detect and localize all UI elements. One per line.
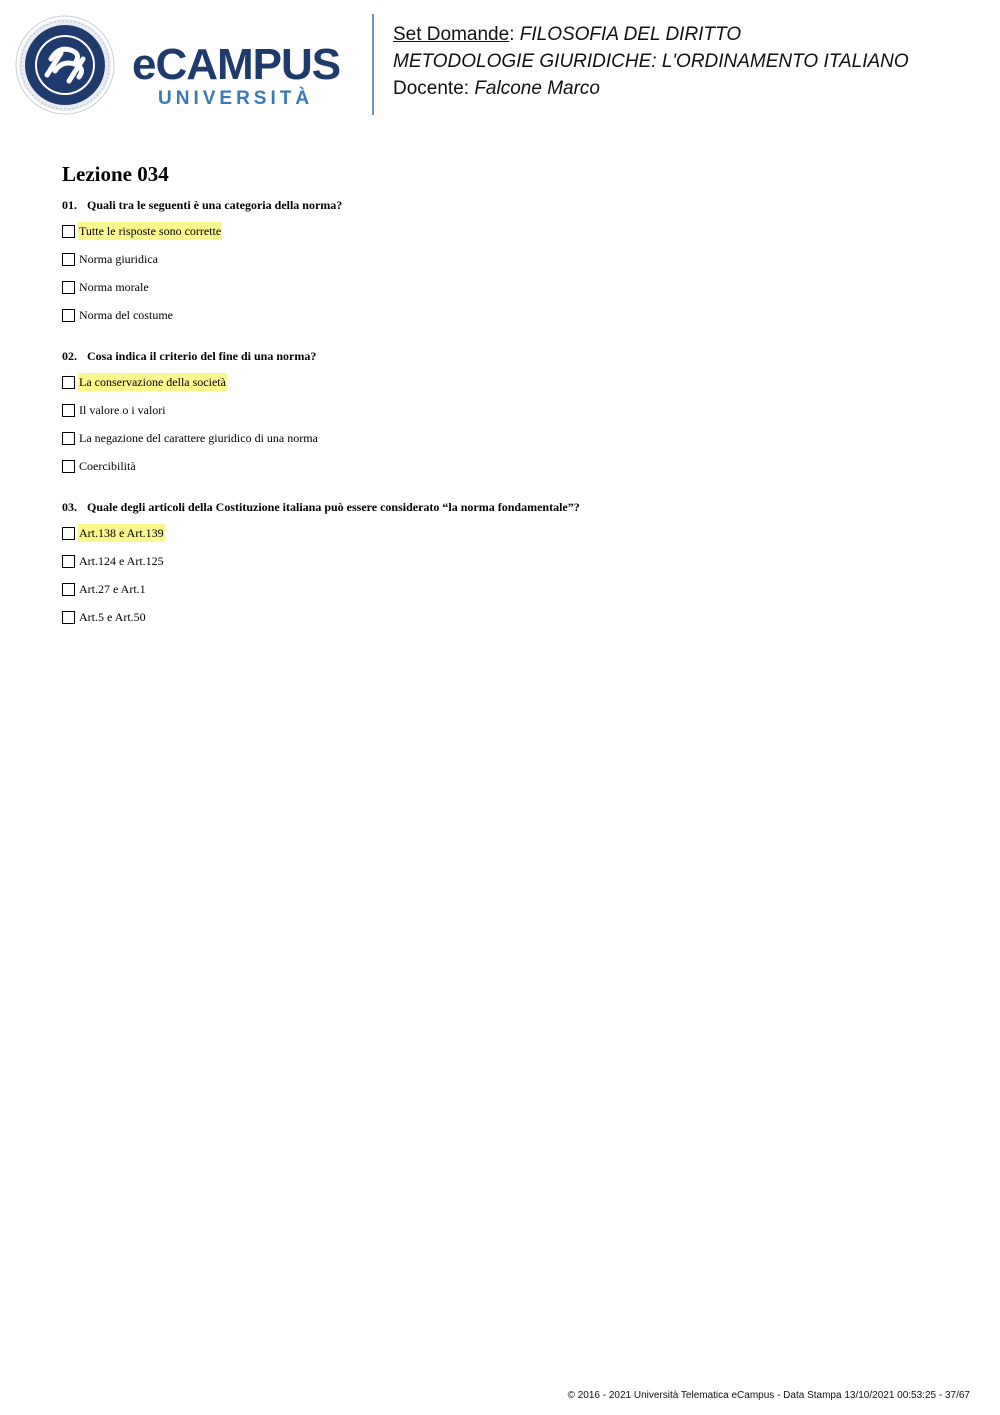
answer-checkbox[interactable] [62, 527, 75, 540]
question-number: 02. [62, 349, 77, 363]
question-prompt: Quale degli articoli della Costituzione italiana può essere considerato “la norma fondamentale”? [87, 500, 580, 514]
course-info [393, 21, 909, 102]
question-text [62, 499, 962, 515]
answer-label: La negazione del carattere giuridico di una norma [79, 431, 318, 445]
question-number: 03. [62, 500, 77, 514]
answer-label-correct: Tutte le risposte sono corrette [79, 224, 222, 238]
answer-label: Norma morale [79, 280, 149, 294]
answer-checkbox[interactable] [62, 460, 75, 473]
answer-checkbox[interactable] [62, 611, 75, 624]
answer-option[interactable] [62, 552, 165, 570]
course-title-line2: METODOLOGIE GIURIDICHE: L'ORDINAMENTO ITALIANO [393, 51, 909, 72]
answer-label: Art.124 e Art.125 [79, 554, 164, 568]
question-text [62, 348, 962, 364]
question-block [62, 499, 962, 624]
page-header [0, 0, 1000, 130]
answer-option[interactable] [62, 250, 159, 268]
set-line [393, 21, 909, 48]
answer-checkbox[interactable] [62, 555, 75, 568]
answer-label: Norma del costume [79, 308, 173, 322]
teacher-line [393, 75, 909, 102]
answer-checkbox[interactable] [62, 376, 75, 389]
page-footer: © 2016 - 2021 Università Telematica eCampus - Data Stampa 13/10/2021 00:53:25 - 37/67 [567, 1390, 970, 1401]
answer-label: Art.27 e Art.1 [79, 582, 146, 596]
answer-option[interactable] [62, 429, 319, 447]
answer-label-correct: Art.138 e Art.139 [79, 526, 164, 540]
answer-checkbox[interactable] [62, 281, 75, 294]
question-block [62, 348, 962, 473]
course-title-line1: FILOSOFIA DEL DIRITTO [519, 24, 742, 45]
answer-checkbox[interactable] [62, 583, 75, 596]
question-prompt: Quali tra le seguenti è una categoria della norma? [87, 198, 343, 212]
teacher-label: Docente: [393, 78, 470, 99]
teacher-name: Falcone Marco [474, 78, 600, 99]
answer-label: Il valore o i valori [79, 403, 166, 417]
header-divider [372, 14, 374, 115]
answer-checkbox[interactable] [62, 309, 75, 322]
logo-wordmark-text: eCAMPUS [132, 40, 341, 89]
answer-checkbox[interactable] [62, 432, 75, 445]
answer-option[interactable] [62, 306, 174, 324]
logo-subtitle-text: UNIVERSITÀ [158, 88, 314, 109]
answer-option[interactable] [62, 278, 150, 296]
ecampus-seal-logo [15, 15, 115, 115]
set-label: Set Domande [393, 24, 510, 45]
answer-checkbox[interactable] [62, 253, 75, 266]
answer-label-correct: La conservazione della società [79, 375, 226, 389]
answer-label: Coercibilità [79, 459, 136, 473]
question-block [62, 197, 962, 322]
answer-option[interactable] [62, 373, 227, 391]
question-prompt: Cosa indica il criterio del fine di una norma? [87, 349, 317, 363]
ecampus-wordmark [132, 40, 357, 115]
question-number: 01. [62, 198, 77, 212]
answer-option[interactable] [62, 608, 147, 626]
answer-option[interactable] [62, 580, 147, 598]
question-text [62, 197, 962, 213]
answer-option[interactable] [62, 401, 167, 419]
answer-option[interactable] [62, 457, 137, 475]
answer-option[interactable] [62, 222, 222, 240]
answer-label: Art.5 e Art.50 [79, 610, 146, 624]
answer-label: Norma giuridica [79, 252, 158, 266]
answer-checkbox[interactable] [62, 225, 75, 238]
answer-option[interactable] [62, 524, 165, 542]
set-separator: : [509, 24, 515, 45]
answer-checkbox[interactable] [62, 404, 75, 417]
lesson-title: Lezione 034 [62, 162, 169, 186]
